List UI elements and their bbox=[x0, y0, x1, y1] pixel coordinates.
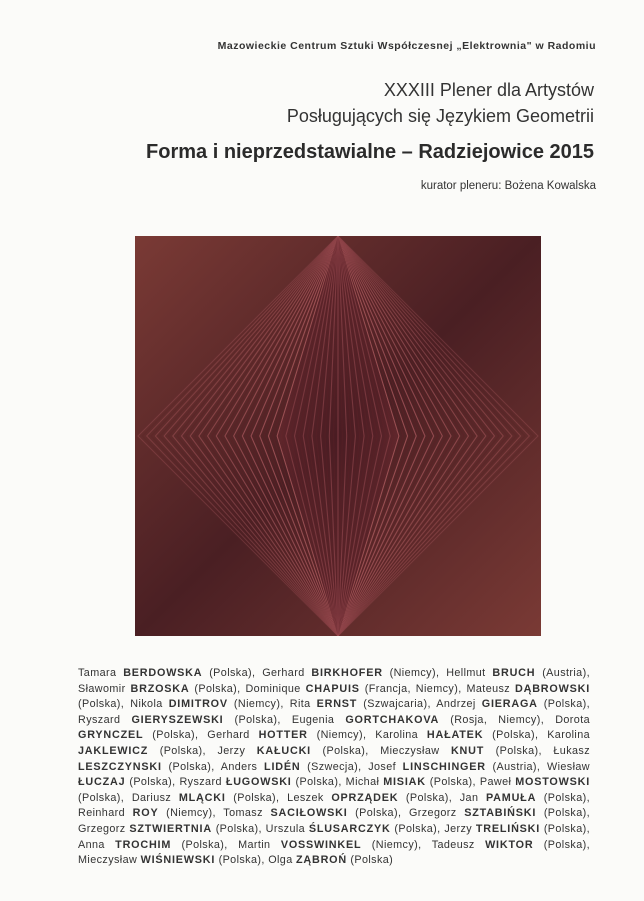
artist-last-name: MLĄCKI bbox=[178, 791, 226, 804]
artist-entry bbox=[262, 667, 446, 679]
artist-country: (Szwecja), bbox=[300, 760, 369, 773]
artist-first-name: Josef bbox=[368, 760, 403, 773]
artist-last-name: ZĄBROŃ bbox=[296, 854, 347, 867]
artist-first-name: Dorota bbox=[555, 713, 590, 726]
artist-first-name: Ryszard bbox=[179, 776, 226, 789]
artist-country: (Polska), bbox=[310, 744, 381, 757]
artist-first-name: Grzegorz bbox=[408, 807, 465, 820]
institution-name: Mazowieckie Centrum Sztuki Współczesnej „Elektrownia" w Radomiu bbox=[217, 40, 596, 52]
artist-last-name: BERDOWSKA bbox=[123, 667, 203, 679]
artist-country: (Polska), bbox=[161, 760, 221, 773]
artist-country: (Austria), bbox=[535, 667, 590, 679]
artist-first-name: Leszek bbox=[287, 791, 332, 804]
event-title-line-2: Posługujących się Językiem Geometrii bbox=[286, 106, 594, 126]
artist-entry bbox=[380, 745, 553, 757]
artist-last-name: LIDÉN bbox=[264, 760, 301, 773]
artist-entry bbox=[368, 761, 547, 773]
artist-first-name: Jan bbox=[459, 791, 486, 804]
artist-country: (Polska), bbox=[533, 838, 590, 851]
artist-first-name: Wiesław bbox=[547, 760, 590, 773]
artist-country: (Polska), bbox=[347, 807, 409, 820]
artist-first-name: Tadeusz bbox=[431, 838, 486, 851]
artist-first-name: Mieczysław bbox=[78, 854, 141, 867]
artist-first-name: Rita bbox=[289, 698, 317, 711]
artist-country: (Polska) bbox=[346, 854, 394, 867]
artist-first-name: Nikola bbox=[130, 698, 169, 711]
artist-last-name: HOTTER bbox=[258, 729, 308, 742]
artist-first-name: Anders bbox=[220, 760, 265, 773]
artist-country: (Polska), bbox=[189, 682, 246, 695]
artist-country: (Polska), bbox=[537, 698, 590, 711]
artist-entry bbox=[290, 698, 437, 710]
artist-country: (Polska), bbox=[78, 698, 131, 711]
artist-entry bbox=[179, 776, 345, 788]
artist-last-name: ERNST bbox=[316, 698, 358, 711]
artist-country: (Niemcy), bbox=[361, 838, 432, 851]
artist-last-name: DĄBROWSKI bbox=[515, 682, 590, 695]
artist-first-name: Łukasz bbox=[553, 744, 591, 757]
artist-country: (Polska), bbox=[536, 807, 591, 820]
artist-last-name: SZTWIERTNIA bbox=[129, 822, 212, 835]
artist-entry bbox=[223, 807, 409, 819]
artist-first-name: Gerhard bbox=[262, 667, 312, 679]
artist-entry bbox=[375, 729, 547, 741]
artist-first-name: Paweł bbox=[479, 776, 516, 789]
artist-entry bbox=[221, 761, 368, 773]
artist-last-name: PAMUŁA bbox=[485, 791, 537, 804]
artist-last-name: GORTCHAKOVA bbox=[345, 713, 440, 726]
artist-first-name: Mateusz bbox=[466, 682, 516, 695]
artist-country: (Polska), bbox=[215, 854, 269, 867]
artist-first-name: Gerhard bbox=[207, 729, 259, 742]
artist-entry bbox=[78, 839, 238, 851]
artist-entry bbox=[78, 807, 223, 819]
artist-last-name: SACIŁOWSKI bbox=[270, 807, 348, 820]
artist-first-name: Mieczysław bbox=[380, 744, 451, 757]
artist-first-name: Reinhard bbox=[78, 807, 133, 820]
artist-country: (Polska), bbox=[484, 744, 554, 757]
artist-first-name: Hellmut bbox=[446, 667, 493, 679]
artist-country: (Polska), bbox=[536, 791, 590, 804]
artist-entry bbox=[78, 854, 268, 866]
artist-last-name: OPRZĄDEK bbox=[331, 791, 399, 804]
artist-last-name: BRUCH bbox=[492, 667, 536, 679]
artist-first-name: Eugenia bbox=[291, 713, 346, 726]
artist-first-name: Urszula bbox=[265, 822, 309, 835]
artist-country: (Niemcy), bbox=[158, 807, 224, 820]
artist-entry bbox=[292, 714, 555, 726]
artist-last-name: KAŁUCKI bbox=[256, 744, 311, 757]
artist-entry bbox=[444, 823, 590, 835]
artist-last-name: GIERYSZEWSKI bbox=[131, 713, 224, 726]
artist-last-name: VOSSWINKEL bbox=[280, 838, 362, 851]
event-subtitle: Forma i nieprzedstawialne – Radziejowice 2015 bbox=[146, 141, 594, 163]
artist-entry bbox=[238, 839, 432, 851]
artist-first-name: Ryszard bbox=[78, 713, 132, 726]
artist-last-name: BIRKHOFER bbox=[311, 667, 383, 679]
artist-country: (Francja, Niemcy), bbox=[359, 682, 467, 695]
artist-entry bbox=[78, 714, 292, 726]
artist-entry bbox=[432, 839, 590, 851]
artist-country: (Polska), bbox=[291, 776, 346, 789]
artist-first-name: Jerzy bbox=[217, 744, 257, 757]
artist-entry bbox=[245, 683, 466, 695]
artist-last-name: WIKTOR bbox=[485, 838, 534, 851]
artist-country: (Polska), bbox=[202, 667, 263, 679]
artist-last-name: ROY bbox=[132, 807, 159, 820]
artist-last-name: CHAPUIS bbox=[305, 682, 360, 695]
artist-first-name: Karolina bbox=[547, 729, 591, 742]
artist-country: (Polska), bbox=[398, 791, 460, 804]
artist-country: (Polska), bbox=[211, 822, 266, 835]
artist-first-name: Tamara bbox=[78, 667, 124, 679]
artist-first-name: Martin bbox=[238, 838, 281, 851]
artist-entry bbox=[287, 792, 460, 804]
artist-country: (Polska), bbox=[171, 838, 239, 851]
artist-last-name: WIŚNIEWSKI bbox=[140, 854, 216, 867]
artist-entry bbox=[78, 667, 262, 679]
artist-last-name: DIMITROV bbox=[168, 698, 228, 711]
artist-entry bbox=[436, 698, 590, 710]
artist-entry bbox=[207, 729, 375, 741]
artist-country: (Niemcy), bbox=[227, 698, 290, 711]
artist-country: (Polska), bbox=[78, 791, 132, 804]
artist-country: (Polska), bbox=[143, 729, 208, 742]
artist-entry bbox=[78, 823, 266, 835]
artist-last-name: HAŁATEK bbox=[426, 729, 484, 742]
artist-country: (Szwajcaria), bbox=[357, 698, 437, 711]
artist-first-name: Sławomir bbox=[78, 682, 131, 695]
artist-entry bbox=[460, 792, 590, 804]
artist-country: (Polska), bbox=[225, 791, 288, 804]
artist-entry bbox=[266, 823, 445, 835]
artist-last-name: BRZOSKA bbox=[130, 682, 190, 695]
artist-country: (Polska), bbox=[223, 713, 292, 726]
artist-entry bbox=[217, 745, 380, 757]
artist-last-name: ŁUCZAJ bbox=[78, 776, 126, 789]
artist-first-name: Jerzy bbox=[444, 822, 476, 835]
artist-first-name: Anna bbox=[78, 838, 116, 851]
artist-last-name: MISIAK bbox=[383, 776, 426, 789]
artist-country: (Polska), bbox=[148, 744, 218, 757]
artist-entry bbox=[446, 667, 590, 679]
artist-last-name: SZTABIŃSKI bbox=[464, 807, 537, 820]
artist-last-name: LESZCZYNSKI bbox=[78, 760, 162, 773]
artist-last-name: KNUT bbox=[450, 744, 485, 757]
artist-first-name: Dariusz bbox=[131, 791, 179, 804]
artist-country: (Polska), bbox=[483, 729, 548, 742]
artist-last-name: ŚLUSARCZYK bbox=[308, 822, 391, 835]
artist-country: (Rosja, Niemcy), bbox=[439, 713, 556, 726]
artist-first-name: Michał bbox=[345, 776, 384, 789]
artist-last-name: GRYNCZEL bbox=[78, 729, 144, 742]
artist-last-name: LINSCHINGER bbox=[402, 760, 486, 773]
artist-last-name: TROCHIM bbox=[115, 838, 172, 851]
artist-entry bbox=[346, 776, 480, 788]
artist-entry bbox=[78, 683, 245, 695]
artist-list bbox=[78, 666, 590, 869]
artist-country: (Polska), bbox=[390, 822, 445, 835]
artist-country: (Niemcy), bbox=[382, 667, 447, 679]
artist-last-name: JAKLEWICZ bbox=[78, 744, 149, 757]
artist-first-name: Grzegorz bbox=[78, 822, 130, 835]
artist-first-name: Dominique bbox=[245, 682, 306, 695]
artist-first-name: Karolina bbox=[375, 729, 427, 742]
artist-last-name: TRELIŃSKI bbox=[475, 822, 541, 835]
artwork-image bbox=[135, 236, 541, 636]
artist-entry bbox=[130, 698, 290, 710]
artist-entry bbox=[132, 792, 287, 804]
artist-entry bbox=[409, 807, 590, 819]
artist-entry bbox=[268, 854, 393, 866]
artist-last-name: GIERAGA bbox=[481, 698, 538, 711]
artist-country: (Niemcy), bbox=[307, 729, 376, 742]
curator-line: kurator pleneru: Bożena Kowalska bbox=[420, 180, 596, 192]
artist-last-name: MOSTOWSKI bbox=[515, 776, 591, 789]
artist-country: (Polska), bbox=[425, 776, 480, 789]
artist-country: (Polska), bbox=[125, 776, 180, 789]
event-title-line-1: XXXIII Plener dla Artystów bbox=[383, 80, 594, 100]
artist-country: (Polska), bbox=[540, 822, 591, 835]
artist-first-name: Olga bbox=[268, 854, 296, 867]
artist-first-name: Tomasz bbox=[223, 807, 271, 820]
artist-country: (Austria), bbox=[485, 760, 547, 773]
artist-first-name: Andrzej bbox=[436, 698, 482, 711]
artist-last-name: ŁUGOWSKI bbox=[225, 776, 292, 789]
